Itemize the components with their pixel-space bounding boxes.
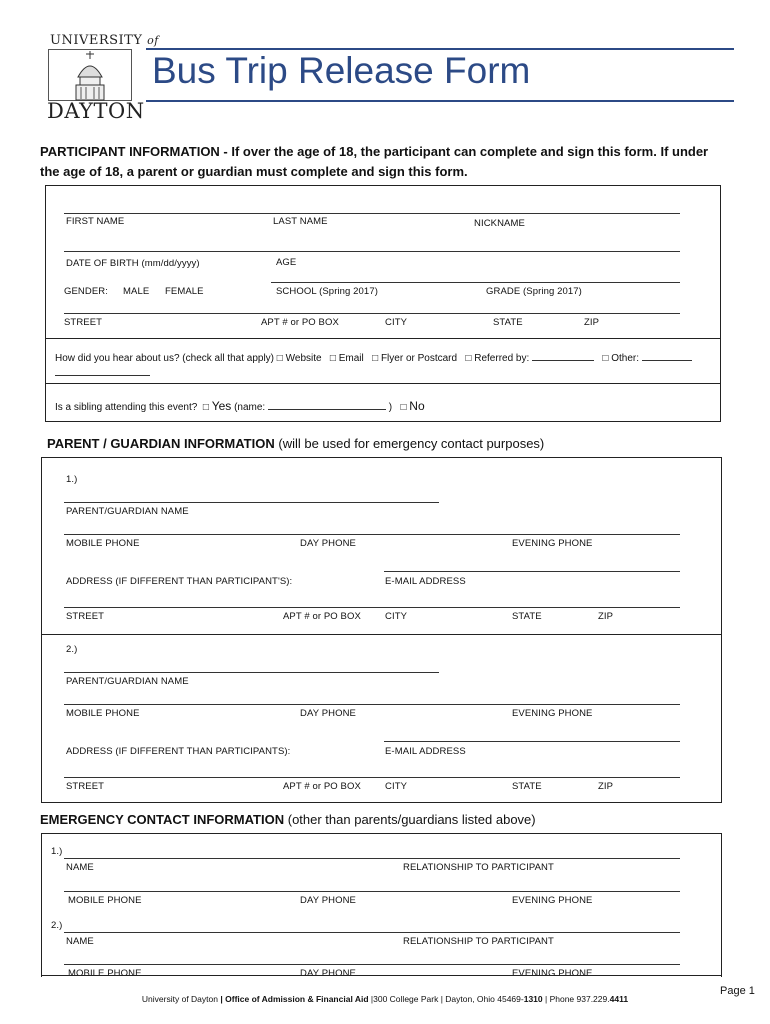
other-input-continued[interactable] — [55, 375, 150, 376]
emergency-1-mobile-label: MOBILE PHONE — [68, 895, 142, 906]
emergency-2-relationship-label: RELATIONSHIP TO PARTICIPANT — [403, 936, 554, 947]
sibling-question: Is a sibling attending this event? — [55, 402, 198, 413]
nickname-label: NICKNAME — [474, 218, 525, 229]
last-name-label: LAST NAME — [273, 216, 328, 227]
parent-1-name-line[interactable] — [64, 502, 439, 503]
parent-2-email-label: E-MAIL ADDRESS — [385, 746, 466, 757]
parent-2-number: 2.) — [66, 644, 78, 655]
parent-2-evening-label: EVENING PHONE — [512, 708, 593, 719]
sibling-yes-checkbox[interactable]: □ — [202, 402, 209, 413]
website-label: Website — [285, 353, 322, 364]
referred-checkbox[interactable]: □ — [465, 353, 472, 364]
parent-1-state-label: STATE — [512, 611, 542, 622]
emergency-section-bottom — [41, 975, 721, 976]
footer-phone-ext: 4411 — [609, 994, 629, 1004]
sibling-close-paren: ) — [388, 402, 393, 413]
email-checkbox[interactable]: □ — [329, 353, 336, 364]
participant-intro: PARTICIPANT INFORMATION - If over the age of 18, the participant can complete and sign this form. If under the age of 18, a parent or guardian must complete and sign this form. — [40, 144, 709, 179]
parent-2-city-label: CITY — [385, 781, 408, 792]
sibling-yes-label: Yes — [211, 399, 232, 413]
sibling-no-checkbox[interactable]: □ — [400, 402, 407, 413]
flyer-label: Flyer or Postcard — [380, 353, 458, 364]
parent-1-apt-label: APT # or PO BOX — [283, 611, 361, 622]
name-line[interactable] — [64, 213, 680, 214]
participant-section — [45, 185, 721, 422]
parent-1-street-label: STREET — [66, 611, 105, 622]
sibling-no-label: No — [409, 399, 425, 413]
emergency-1-name-label: NAME — [66, 862, 94, 873]
email-label: Email — [338, 353, 364, 364]
parent-2-phone-line[interactable] — [64, 704, 680, 705]
parent-1-mobile-label: MOBILE PHONE — [66, 538, 140, 549]
hear-about-row — [55, 351, 692, 364]
referred-input[interactable] — [532, 351, 594, 361]
gender-male-option[interactable]: MALE — [123, 286, 150, 297]
parent-1-address-line[interactable] — [64, 607, 680, 608]
emergency-2-number: 2.) — [51, 920, 63, 931]
emergency-1-name-line[interactable] — [64, 858, 680, 859]
age-label: AGE — [276, 257, 297, 268]
parent-1-evening-label: EVENING PHONE — [512, 538, 593, 549]
footer-office: Office of Admission & Financial Aid — [225, 994, 369, 1004]
parent-2-email-line[interactable] — [384, 741, 680, 742]
footer-zip-ext: 1310 — [523, 994, 543, 1004]
parent-2-name-line[interactable] — [64, 672, 439, 673]
parent-2-apt-label: APT # or PO BOX — [283, 781, 361, 792]
parent-1-phone-line[interactable] — [64, 534, 680, 535]
street-label: STREET — [64, 317, 103, 328]
parent-1-name-label: PARENT/GUARDIAN NAME — [66, 506, 189, 517]
emergency-2-phone-line[interactable] — [64, 964, 680, 965]
emergency-1-day-label: DAY PHONE — [300, 895, 356, 906]
parent-1-zip-label: ZIP — [598, 611, 614, 622]
chapel-dome-icon — [48, 49, 132, 101]
footer-sep: | — [220, 994, 223, 1004]
referred-label: Referred by: — [474, 353, 530, 364]
parent-2-address-line[interactable] — [64, 777, 680, 778]
parent-heading: PARENT / GUARDIAN INFORMATION (will be used for emergency contact purposes) — [47, 436, 545, 451]
first-name-label: FIRST NAME — [66, 216, 125, 227]
parent-2-day-label: DAY PHONE — [300, 708, 356, 719]
parent-2-name-label: PARENT/GUARDIAN NAME — [66, 676, 189, 687]
other-label: Other: — [611, 353, 640, 364]
zip-label: ZIP — [584, 317, 600, 328]
parent-2-state-label: STATE — [512, 781, 542, 792]
emergency-2-day-label: DAY PHONE — [300, 968, 356, 976]
parent-2-address-label: ADDRESS (IF DIFFERENT THAN PARTICIPANTS): — [66, 746, 291, 757]
emergency-2-evening-label: EVENING PHONE — [512, 968, 593, 976]
footer-org: University of Dayton — [141, 994, 218, 1004]
emergency-2-name-line[interactable] — [64, 932, 680, 933]
city-label: CITY — [385, 317, 408, 328]
emergency-2-mobile-label: MOBILE PHONE — [68, 968, 142, 976]
page-number: Page 1 — [720, 985, 755, 997]
parent-1-address-label: ADDRESS (IF DIFFERENT THAN PARTICIPANT'S): — [66, 576, 293, 587]
dob-label: DATE OF BIRTH (mm/dd/yyyy) — [66, 258, 200, 269]
apt-label: APT # or PO BOX — [261, 317, 339, 328]
school-grade-line[interactable] — [271, 282, 680, 283]
sibling-row — [55, 399, 425, 413]
participant-divider-1 — [45, 338, 720, 339]
parent-2-street-label: STREET — [66, 781, 105, 792]
emergency-1-number: 1.) — [51, 846, 63, 857]
emergency-1-relationship-label: RELATIONSHIP TO PARTICIPANT — [403, 862, 554, 873]
parent-2-zip-label: ZIP — [598, 781, 614, 792]
footer-address: |300 College Park | Dayton, Ohio 45469- — [370, 994, 524, 1004]
gender-female-option[interactable]: FEMALE — [165, 286, 204, 297]
state-label: STATE — [493, 317, 523, 328]
parent-divider — [41, 634, 721, 635]
gender-label: GENDER: — [64, 286, 108, 297]
emergency-1-evening-label: EVENING PHONE — [512, 895, 593, 906]
sibling-name-label: (name: — [234, 402, 266, 413]
emergency-heading: EMERGENCY CONTACT INFORMATION (other than parents/guardians listed above) — [40, 812, 536, 827]
emergency-2-name-label: NAME — [66, 936, 94, 947]
emergency-section — [41, 833, 722, 977]
sibling-name-input[interactable] — [268, 400, 386, 410]
other-checkbox[interactable]: □ — [602, 353, 609, 364]
school-label: SCHOOL (Spring 2017) — [276, 286, 378, 297]
logo-line1: UNIVERSITY of — [50, 33, 159, 48]
dob-age-line[interactable] — [64, 251, 680, 252]
parent-1-city-label: CITY — [385, 611, 408, 622]
page-title: Bus Trip Release Form — [152, 50, 531, 91]
participant-address-line[interactable] — [64, 313, 680, 314]
emergency-1-phone-line[interactable] — [64, 891, 680, 892]
footer-phone: | Phone 937.229. — [542, 994, 610, 1004]
parent-1-email-line[interactable] — [384, 571, 680, 572]
title-rule-bottom — [146, 100, 734, 102]
grade-label: GRADE (Spring 2017) — [486, 286, 582, 297]
parent-1-email-label: E-MAIL ADDRESS — [385, 576, 466, 587]
parent-1-day-label: DAY PHONE — [300, 538, 356, 549]
hear-question: How did you hear about us? (check all that apply) — [55, 353, 275, 364]
parent-2-mobile-label: MOBILE PHONE — [66, 708, 140, 719]
flyer-checkbox[interactable]: □ — [372, 353, 379, 364]
other-input[interactable] — [642, 351, 692, 361]
website-checkbox[interactable]: □ — [276, 353, 283, 364]
footer — [0, 994, 770, 1004]
participant-divider-2 — [45, 383, 720, 384]
parent-1-number: 1.) — [66, 474, 78, 485]
logo-line2: DAYTON — [47, 99, 145, 123]
